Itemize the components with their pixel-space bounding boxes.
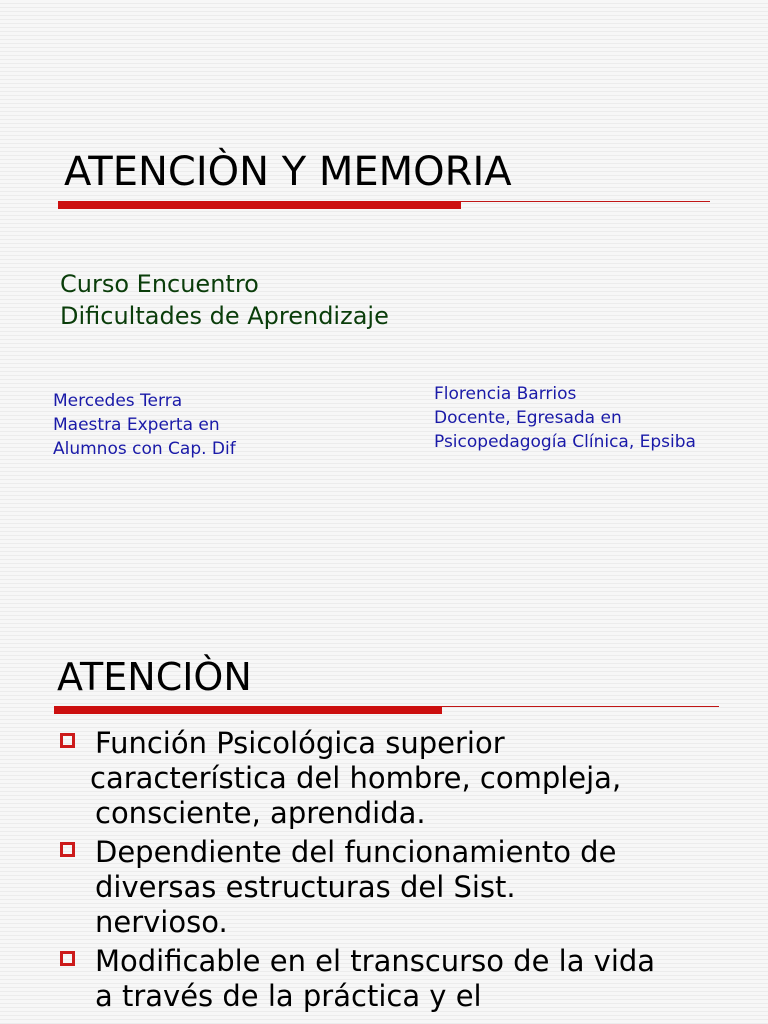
hollow-square-bullet-icon xyxy=(60,951,75,966)
bullet-2-line-1: Dependiente del funcionamiento de xyxy=(95,835,617,869)
bullet-2-line-2: diversas estructuras del Sist. xyxy=(95,870,516,904)
hollow-square-bullet-icon xyxy=(60,842,75,857)
slide-title xyxy=(0,0,768,510)
author-left-role-2: Alumnos con Cap. Dif xyxy=(53,439,236,459)
subtitle-line-1: Curso Encuentro xyxy=(60,270,259,298)
list-item xyxy=(58,944,748,1014)
author-right-name: Florencia Barrios xyxy=(434,384,577,404)
slide-atencion xyxy=(0,510,768,1024)
heading-underline-thick xyxy=(54,706,442,714)
list-item xyxy=(58,835,748,940)
bullet-1-line-1: Función Psicológica superior xyxy=(95,726,505,760)
author-right xyxy=(434,382,696,454)
bullet-1-line-2: característica del hombre, compleja, xyxy=(90,761,622,795)
hollow-square-bullet-icon xyxy=(60,733,75,748)
bullet-3-line-2: a través de la práctica y el xyxy=(95,979,482,1013)
bullet-1-line-3: consciente, aprendida. xyxy=(95,796,426,830)
author-left-name: Mercedes Terra xyxy=(53,391,183,411)
bullet-3-line-1: Modificable en el transcurso de la vida xyxy=(95,944,656,978)
bullet-2-line-3: nervioso. xyxy=(95,905,228,939)
subtitle-line-2: Dificultades de Aprendizaje xyxy=(60,302,389,330)
course-subtitle xyxy=(60,268,389,332)
slide-atencion-heading: ATENCIÒN xyxy=(57,655,252,699)
slide-title-heading: ATENCIÒN Y MEMORIA xyxy=(64,149,512,195)
author-right-role-2: Psicopedagogía Clínica, Epsiba xyxy=(434,432,696,452)
title-underline-thick xyxy=(58,201,461,209)
author-right-role: Docente, Egresada en xyxy=(434,408,622,428)
author-left xyxy=(53,389,236,461)
bullet-list xyxy=(58,726,748,1018)
list-item xyxy=(58,726,748,831)
author-left-role: Maestra Experta en xyxy=(53,415,220,435)
